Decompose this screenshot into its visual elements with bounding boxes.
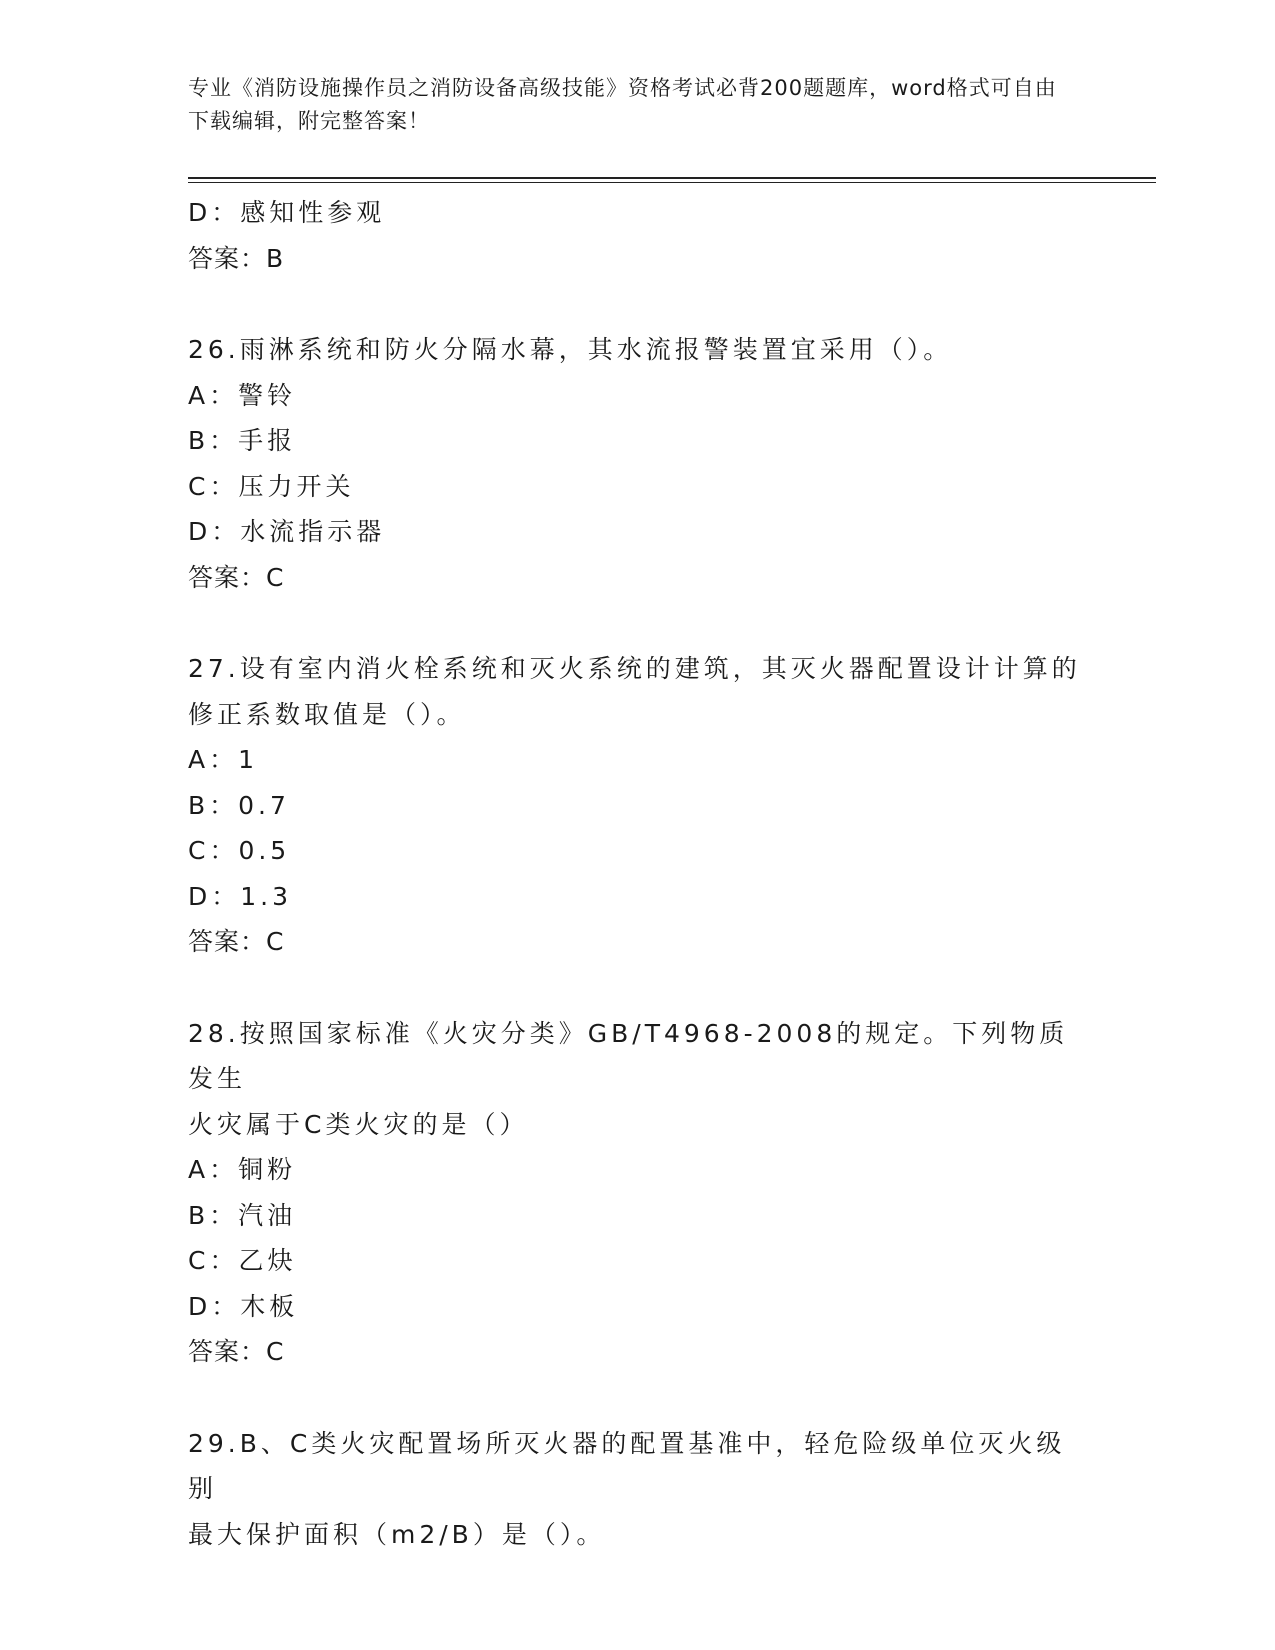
question-26 (188, 327, 1088, 600)
question-text-line2: 最大保护面积（m2/B）是（）。 (188, 1519, 606, 1549)
answer: 答案：C (188, 927, 285, 956)
option-d: D：木板 (188, 1291, 299, 1321)
option-b: B：0.7 (188, 790, 290, 820)
option-c: C：压力开关 (188, 471, 355, 501)
question-text-line1: 27.设有室内消火栓系统和灭火系统的建筑，其灭火器配置设计计算的 (188, 654, 1081, 683)
option-c: C：乙炔 (188, 1246, 297, 1275)
question-29 (188, 1421, 1088, 1558)
question-text: 26.雨淋系统和防火分隔水幕，其水流报警装置宜采用（）。 (188, 335, 953, 364)
option-a: A：1 (188, 745, 259, 774)
header-rule-thin (188, 182, 1156, 183)
question-text-line1: 28.按照国家标准《火灾分类》GB/T4968-2008的规定。下列物质发生 (188, 1018, 1069, 1093)
option-d: D：水流指示器 (188, 517, 386, 546)
answer: 答案：C (188, 562, 285, 592)
question-text-line2: 火灾属于C类火灾的是（） (188, 1109, 529, 1139)
header-rule-thick (188, 177, 1156, 179)
answer: 答案：C (188, 1337, 285, 1366)
option-c: C：0.5 (188, 836, 291, 865)
prev-option-d: D：感知性参观 (188, 198, 386, 227)
option-b: B：汽油 (188, 1200, 297, 1230)
document-body (188, 190, 1088, 1557)
question-28 (188, 1011, 1088, 1375)
question-text-line1: 29.B、C类火灾配置场所灭火器的配置基准中，轻危险级单位灭火级别 (188, 1428, 1066, 1503)
document-header: 专业《消防设施操作员之消防设备高级技能》资格考试必背200题题库，word格式可自由下载编辑，附完整答案！ (188, 76, 1057, 133)
option-d: D：1.3 (188, 881, 293, 911)
option-a: A：铜粉 (188, 1155, 297, 1184)
question-27 (188, 646, 1088, 965)
option-a: A：警铃 (188, 380, 297, 410)
question-text-line2: 修正系数取值是（）。 (188, 699, 466, 729)
prev-answer: 答案：B (188, 243, 285, 273)
option-b: B：手报 (188, 426, 297, 455)
